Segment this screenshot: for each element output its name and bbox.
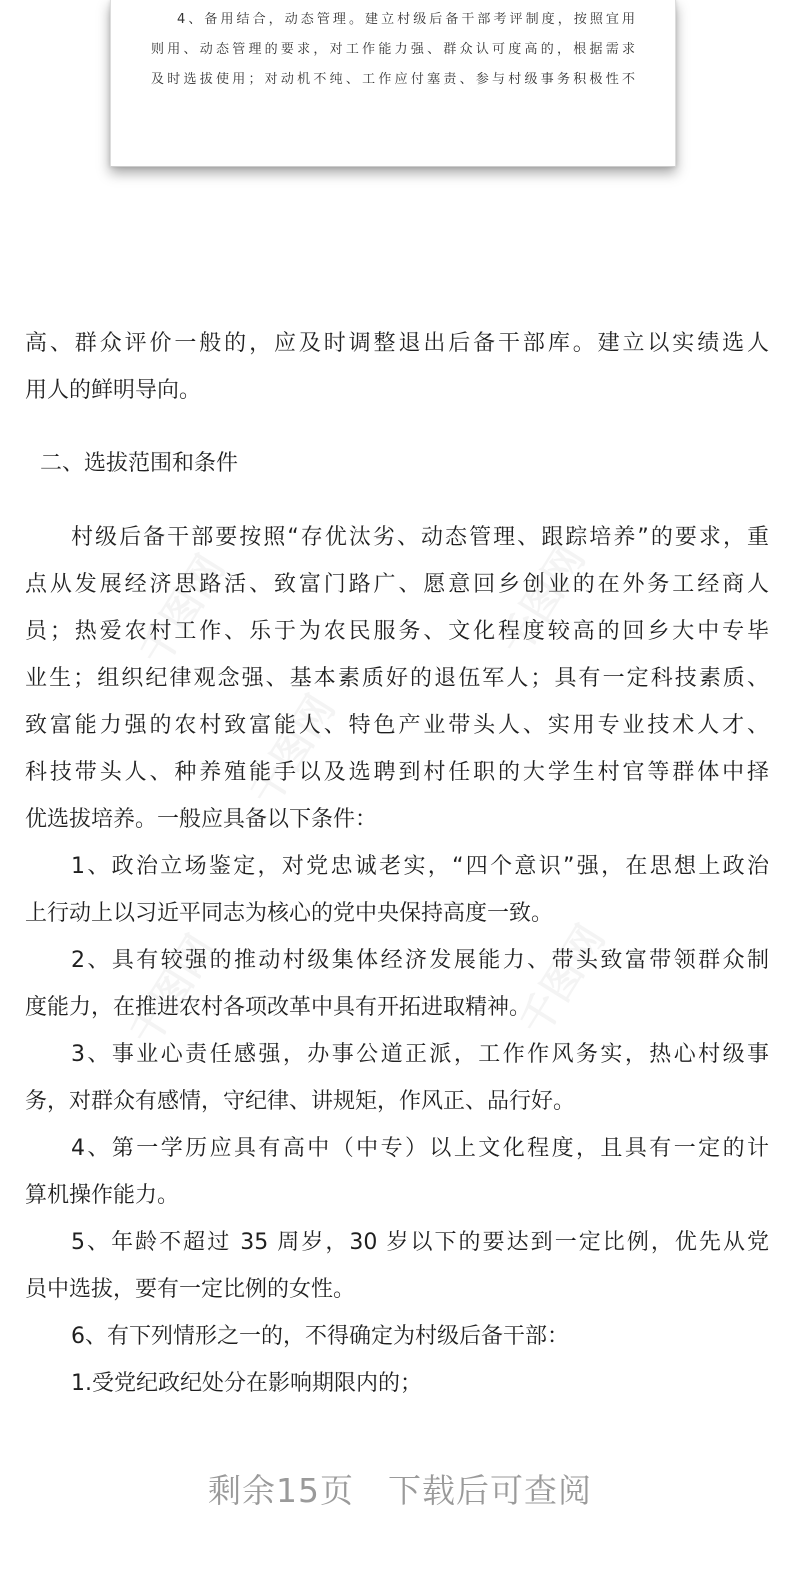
text-line: 2、具有较强的推动村级集体经济发展能力、带头致富带领群众制 bbox=[71, 948, 769, 973]
text-line: 度能力，在推进农村各项改革中具有开拓进取精神。 bbox=[25, 995, 532, 1020]
exclusion-item-1 bbox=[25, 1360, 769, 1407]
section-heading: 二、选拔范围和条件 bbox=[40, 451, 239, 476]
text-line: 务，对群众有感情，守纪律、讲规矩，作风正、品行好。 bbox=[25, 1089, 576, 1114]
preview-card-text bbox=[151, 5, 635, 95]
preview-line: 4、备用结合，动态管理。建立村级后备干部考评制度，按照宜用 bbox=[177, 12, 635, 27]
condition-item-2 bbox=[25, 937, 769, 1031]
text-line: 1.受党纪政纪处分在影响期限内的； bbox=[71, 1371, 422, 1396]
text-line: 4、第一学历应具有高中（中专）以上文化程度，且具有一定的计 bbox=[71, 1136, 769, 1161]
text-line: 上行动上以习近平同志为核心的党中央保持高度一致。 bbox=[25, 901, 554, 926]
condition-item-3 bbox=[25, 1031, 769, 1125]
text-line: 1、政治立场鉴定，对党忠诚老实，“四个意识”强，在思想上政治 bbox=[71, 854, 769, 879]
condition-item-5 bbox=[25, 1219, 769, 1313]
text-line: 5、年龄不超过 35 周岁，30 岁以下的要达到一定比例，优先从党 bbox=[71, 1230, 769, 1255]
remaining-pages-count: 剩余15页 bbox=[208, 1471, 354, 1510]
preview-card bbox=[110, 0, 676, 167]
condition-item-6 bbox=[25, 1313, 769, 1360]
text-line: 员中选拔，要有一定比例的女性。 bbox=[25, 1277, 356, 1302]
preview-line: 及时选拔使用；对动机不纯、工作应付塞责、参与村级事务积极性不 bbox=[151, 72, 635, 87]
text-line: 6、有下列情形之一的，不得确定为村级后备干部： bbox=[71, 1324, 569, 1349]
text-line: 点从发展经济思路活、致富门路广、愿意回乡创业的在外务工经商人 bbox=[25, 572, 769, 597]
continuation-paragraph bbox=[25, 320, 769, 414]
text-line: 员；热爱农村工作、乐于为农民服务、文化程度较高的回乡大中专毕 bbox=[25, 619, 769, 644]
remaining-pages-notice[interactable] bbox=[0, 1466, 800, 1516]
condition-item-4 bbox=[25, 1125, 769, 1219]
text-line: 3、事业心责任感强，办事公道正派，工作作风务实，热心村级事 bbox=[71, 1042, 769, 1067]
document-body bbox=[25, 514, 769, 1407]
intro-paragraph bbox=[25, 514, 769, 843]
text-line: 优选拔培养。一般应具备以下条件： bbox=[25, 807, 378, 832]
text-line: 科技带头人、种养殖能手以及选聘到村任职的大学生村官等群体中择 bbox=[25, 760, 769, 785]
text-line: 算机操作能力。 bbox=[25, 1183, 180, 1208]
condition-item-1 bbox=[25, 843, 769, 937]
text-line: 高、群众评价一般的，应及时调整退出后备干部库。建立以实绩选人 bbox=[25, 331, 769, 356]
text-line: 业生；组织纪律观念强、基本素质好的退伍军人；具有一定科技素质、 bbox=[25, 666, 769, 691]
download-to-view-text: 下载后可查阅 bbox=[388, 1471, 592, 1510]
text-line: 村级后备干部要按照“存优汰劣、动态管理、跟踪培养”的要求，重 bbox=[71, 525, 769, 550]
text-line: 致富能力强的农村致富能人、特色产业带头人、实用专业技术人才、 bbox=[25, 713, 769, 738]
text-line: 用人的鲜明导向。 bbox=[25, 378, 202, 403]
preview-line: 则用、动态管理的要求，对工作能力强、群众认可度高的，根据需求 bbox=[151, 42, 635, 57]
